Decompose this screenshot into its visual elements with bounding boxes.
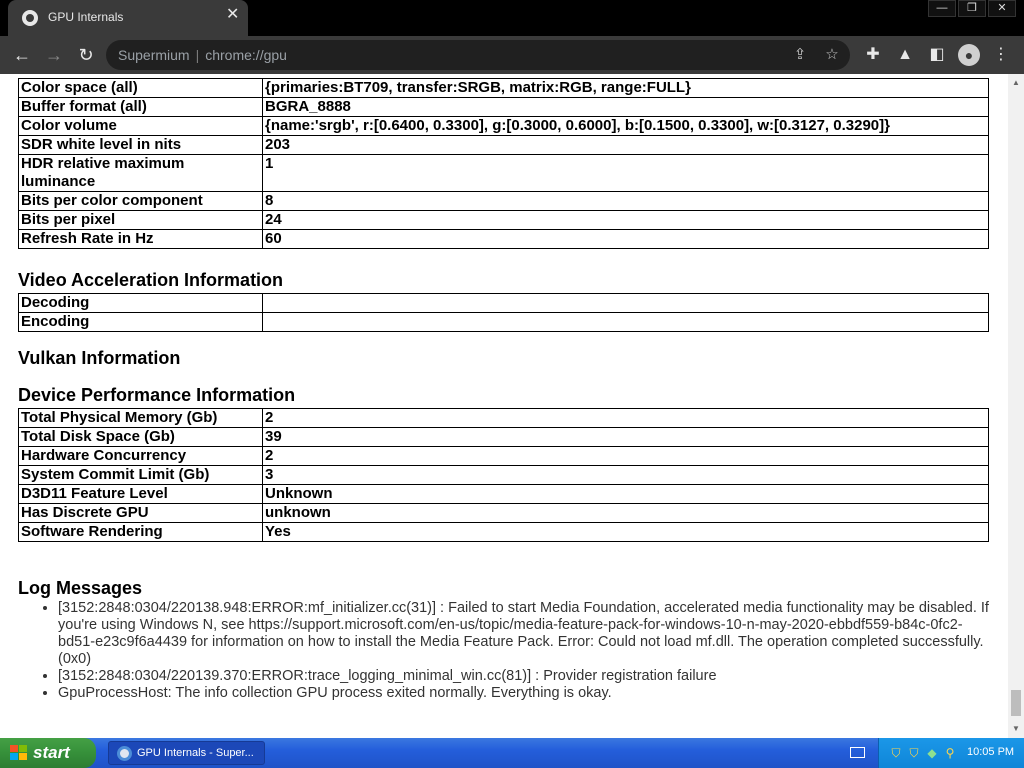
table-row [19,230,989,249]
log-item: • [3152:2848:0304/220138.948:ERROR:mf_initializer.cc(31)] : Failed to start Media Foundation, accelerated media functionality may be disabled. If you're using Windows N, see https://support.microsoft.com/en-us/topic/media-feature-pack-for-windows-10-n-may-2020-ebbdf559-b84c-0fc2-bd51-e23c9f6a4439 for information on how to install the Media Feature Pack. Error: Could not load mf.dll. The operation completed successfully. (0x0) [58,600,990,668]
row-key: D3D11 Feature Level [19,485,263,504]
url-text: chrome://gpu [205,47,287,63]
tab-strip [0,0,1024,36]
table-row [19,98,989,117]
table-row [19,79,989,98]
table-row [19,117,989,136]
row-value [263,294,989,313]
row-key: Encoding [19,313,263,332]
row-key: Total Physical Memory (Gb) [19,409,263,428]
window-controls [926,0,1016,18]
keyboard-icon[interactable] [850,747,865,758]
clock: 10:05 PM [967,746,1015,758]
row-value: 1 [263,155,989,192]
row-key: Refresh Rate in Hz [19,230,263,249]
table-row [19,504,989,523]
log-list [40,600,990,702]
row-value: 39 [263,428,989,447]
row-key: Hardware Concurrency [19,447,263,466]
windows-flag-icon [10,745,28,761]
table-row [19,211,989,230]
row-value: unknown [263,504,989,523]
search-icon[interactable]: ⚲ [945,746,955,760]
vulkan-heading: Vulkan Information [18,348,181,368]
row-key: HDR relative maximum luminance [19,155,263,192]
labs-flask-icon[interactable]: ▲ [897,46,913,63]
page-content [0,74,1008,738]
row-key: Software Rendering [19,523,263,542]
scroll-up-arrow-icon[interactable]: ▲ [1012,78,1020,87]
address-bar[interactable] [106,40,850,70]
forward-arrow-icon[interactable]: → [45,45,63,65]
row-key: Has Discrete GPU [19,504,263,523]
row-value: Unknown [263,485,989,504]
tab-gpu-internals[interactable] [8,0,248,36]
profile-avatar-icon[interactable]: ● [958,44,980,66]
row-value: 3 [263,466,989,485]
table-row [19,313,989,332]
row-key: Decoding [19,294,263,313]
close-window-button[interactable]: ✕ [988,0,1016,17]
row-key: SDR white level in nits [19,136,263,155]
row-value: {primaries:BT709, transfer:SRGB, matrix:RGB, range:FULL} [263,79,989,98]
row-value: 2 [263,409,989,428]
row-key: System Commit Limit (Gb) [19,466,263,485]
restore-button[interactable]: ❐ [958,0,986,17]
shield-warning-icon[interactable]: ⛉ [909,746,919,760]
table-row [19,485,989,504]
address-text [118,47,287,63]
browser-icon [117,746,132,761]
site-name: Supermium [118,47,190,63]
chrome-favicon-icon [22,10,38,26]
bookmark-star-icon[interactable]: ☆ [825,46,839,63]
share-icon[interactable]: ⇪ [793,46,807,63]
address-separator: | [195,47,200,63]
scroll-down-arrow-icon[interactable]: ▼ [1012,724,1020,733]
row-key: Color space (all) [19,79,263,98]
video-accel-table [18,293,989,332]
log-item: • GpuProcessHost: The info collection GPU process exited normally. Everything is okay. [58,685,990,702]
extensions-puzzle-icon[interactable]: ✚ [866,46,880,63]
reload-icon[interactable]: ↻ [78,45,94,65]
table-row [19,294,989,313]
tab-close-icon[interactable]: ✕ [226,6,240,23]
taskbar-item-gpu-internals[interactable] [108,741,265,765]
device-perf-heading: Device Performance Information [18,385,296,405]
row-value: 8 [263,192,989,211]
taskbar-item-label: GPU Internals - Super... [137,747,254,759]
table-row [19,428,989,447]
browser-toolbar [0,36,1024,74]
windows-taskbar [0,738,1024,768]
start-button[interactable] [0,738,96,768]
display-info-table [18,78,989,249]
row-value: 24 [263,211,989,230]
vertical-scrollbar[interactable] [1008,74,1024,738]
tab-title: GPU Internals [48,10,124,24]
row-key: Buffer format (all) [19,98,263,117]
log-item: • [3152:2848:0304/220139.370:ERROR:trace_logging_minimal_win.cc(81)] : Provider registration failure [58,668,990,685]
log-messages-heading: Log Messages [18,578,143,598]
side-panel-icon[interactable]: ◧ [929,46,945,63]
device-perf-table [18,408,989,542]
table-row [19,523,989,542]
video-accel-heading: Video Acceleration Information [18,270,284,290]
scrollbar-thumb[interactable] [1011,690,1021,716]
row-value: BGRA_8888 [263,98,989,117]
table-row [19,447,989,466]
network-icon[interactable]: ◆ [927,746,937,760]
row-value [263,313,989,332]
minimize-button[interactable]: — [928,0,956,17]
security-shield-icon[interactable]: ⛉ [891,746,901,760]
row-key: Bits per pixel [19,211,263,230]
row-key: Color volume [19,117,263,136]
row-key: Total Disk Space (Gb) [19,428,263,447]
table-row [19,466,989,485]
back-arrow-icon[interactable]: ← [13,45,31,65]
menu-kebab-icon[interactable]: ⋮ [993,46,1009,63]
table-row [19,136,989,155]
table-row [19,155,989,192]
row-value: 2 [263,447,989,466]
table-row [19,409,989,428]
system-tray [878,738,1024,768]
start-label: start [33,743,70,762]
table-row [19,192,989,211]
row-key: Bits per color component [19,192,263,211]
row-value: 60 [263,230,989,249]
row-value: {name:'srgb', r:[0.6400, 0.3300], g:[0.3000, 0.6000], b:[0.1500, 0.3300], w:[0.3127, 0.3290]} [263,117,989,136]
row-value: Yes [263,523,989,542]
row-value: 203 [263,136,989,155]
